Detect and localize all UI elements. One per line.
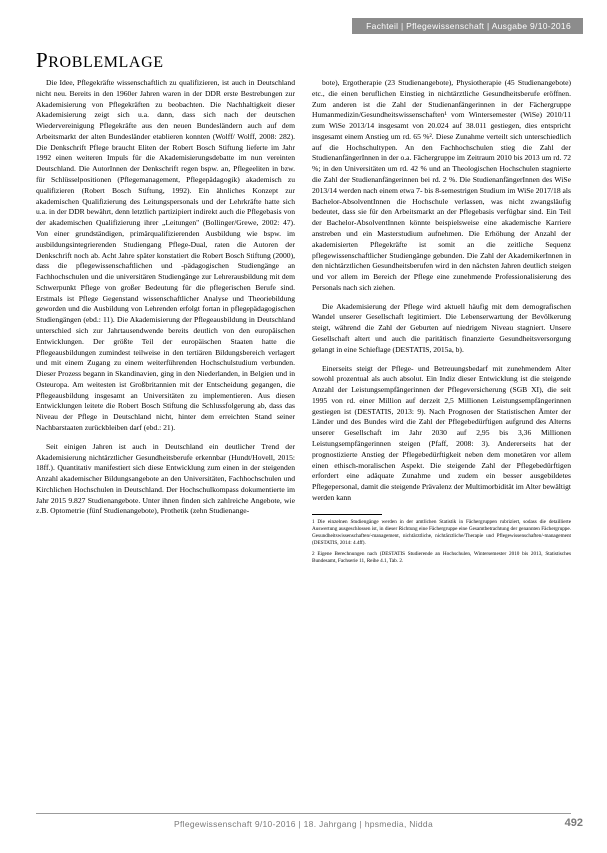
footer-citation: Pflegewissenschaft 9/10-2016 | 18. Jahrgang | hpsmedia, Nidda — [174, 819, 433, 829]
page-header — [0, 18, 607, 34]
page-footer — [0, 813, 607, 835]
paragraph: bote), Ergotherapie (23 Studienangebote), Physiotherapie (45 Studienangebote) etc., die einen beruflichen Einstieg in nichtärztliche Gesundheitsberufe eröffnen. Zum anderen ist die Zahl der Studienanfängerinnen in der Fächergruppe Humanmedizin/Gesundheitswissenschaften¹ vom Wintersemester (WiSe) 2010/11 zum WiSe 2013/14 insgesamt von 20.024 auf 38.011 gestiegen, dies entspricht insgesamt einem Anstieg um rd. 65 %². Diese Zunahme verteilt sich unterschiedlich auf die Hochschultypen. An den Fachhochschulen stieg die Zahl der StudienanfängerInnen in der o.a. Fächergruppe im Zeitraum 2010 bis 2013 um rd. 72 %; in den Universitäten um rd. 42 % und an Theologischen Hochschulen stagnierte die Zahl der Studienanfängerinnen bei rd. 2 %. Die StudienanfängerInnen des WiSe 2013/14 werden nach einem etwa 7- bis 8-semestrigen Studium im WiSe 2017/18 als Bachelor-AbsolventInnen die Hochschule verlassen, was nicht zwangsläufig bedeutet, dass sie für den Arbeitsmarkt an der Pflegebasis verfügbar sind. Ein Teil der Bachelor-AbsolventInnen könnte beispielsweise eine akademische Karriere anstreben und ein Masterstudium aufnehmen. Die Erhöhung der Anzahl der akademisierten Pflegekräfte ist somit an die zeitliche Sequenz pflegewissenschaftlicher Studiengänge gebunden. Die Zahl der AkademikerInnen in den nichtärztlichen Gesundheitsberufen wird in den nächsten Jahren deutlich steigen und vor allem im Bereich der Pflege eine zunehmende Professionalisierung des Personals nach sich ziehen. — [312, 78, 571, 292]
footnotes — [312, 514, 571, 565]
paragraph: Einerseits steigt der Pflege- und Betreuungsbedarf mit zunehmendem Alter sowohl prozentual als auch absolut. Ein Indiz dieser Entwicklung ist die steigende Anzahl der Leistungsempfängerinnen der Pflegeversicherung (SGB XI), die seit 1995 von rd. einer Million auf derzeit 2,5 Millionen Leistungsempfängerinnen gestiegen ist (DESTATIS, 2013: 9). Nach Prognosen der Statistischen Ämter der Länder und des Bundes wird die Zahl der Pflegebedürftigen aufgrund des Alterns unserer Gesellschaft im Jahr 2030 auf 2,95 bis 3,36 Millionen Leistungsempfängerinnen steigen (Pfaff, 2008: 3). Andererseits hat der prognostizierte Anstieg der Pflegebedürftigkeit neben dem monetären vor allem einen ethisch-moralischen Aspekt. Die steigende Zahl der Pflegebedürftigen erfordert eine adäquate Zunahme und zudem ein besser ausgebildetes Pflegepersonal, damit die steigende Prävalenz der Multimorbidität im Alter bewältigt werden kann — [312, 363, 571, 502]
footnote-rule — [312, 514, 382, 515]
paragraph: Seit einigen Jahren ist auch in Deutschland ein deutlicher Trend der Akademisierung nichtärztlicher Gesundheitsberufe erkennbar (Hundt/Hovell, 2015: 18ff.). Quantitativ manifestiert sich diese Entwicklung zum einen in der steigenden Anzahl akademischer Bildungsangebote an den Universitäten, Fachhochschulen und Kirchlichen Hochschulen in Deutschland. Der Hochschulkompass dokumentierte im Jahr 2015 9.827 Studienangebote. Unter ihnen finden sich zahlreiche Angebote, wie z.B. Optometrie (fünf Studienangebote), Prothetik (zehn Studienange- — [36, 441, 295, 516]
column-right — [312, 78, 571, 778]
footer-divider — [36, 813, 571, 814]
page-number: 492 — [564, 817, 583, 829]
page-title-rest: ROBLEMLAGE — [48, 54, 164, 71]
paragraph: Die Akademisierung der Pflege wird aktuell häufig mit dem demografischen Wandel unserer Gesellschaft legitimiert. Die Lebenserwartung der Bevölkerung steigt, während die Zahl der Geburten auf niedrigem Niveau stagniert. Unsere Gesellschaft altert und auch die paritätisch finanzierte Gesundheitsversorgung gelangt in eine Schieflage (DESTATIS, 2015a, b). — [312, 301, 571, 354]
footnote-item: 1 Die einzelnen Studiengänge werden in der amtlichen Statistik in Fächergruppen rubriziert, sodass die detaillierte Auswertung ausgeschlossen ist, in dieser Richtung eine Fächergruppe eine Gesamtbetrachtung der genannten Fächergruppe. Gesundheitswissenschaften/-management, nichtärztliche, nichtärztliche/Therapie und Pflegewissenschaften/-management (DESTATIS, 2014: 4.4ff). — [312, 518, 571, 546]
page-title — [36, 48, 164, 73]
page-title-initial: P — [36, 48, 49, 72]
article-body — [36, 78, 571, 778]
header-section-tab: Fachteil | Pflegewissenschaft | Ausgabe 9/10-2016 — [352, 18, 583, 34]
paragraph: Die Idee, Pflegekräfte wissenschaftlich zu qualifizieren, ist auch in Deutschland nicht neu. Bereits in den 1960er Jahren waren in der DDR erste Bestrebungen zur Akademisierung von Pflegekräften zu beobachten. Die Nachhaltigkeit dieser Akademisierung zeigt sich u.a. dann, dass sich nach der deutschen Wiedervereinigung Pflegekräfte aus den neuen Bundesländern auch auf dem Arbeitsmarkt der alten Bundesländer etablieren konnten (Wolff/ Wolff, 2008: 282). Die Denkschrift Pflege braucht Eliten der Robert Bosch Stiftung lieferte im Jahr 1992 einen weiteren Impuls für die Akademisierungsdebatte im nun vereinten Deutschland. Die AutorInnen der Denkschrift regen bspw. an, Pflegeeliten in bzw. für Schlüsselpositionen (Pflegemanagement, Pflegepädagogik) akademisch zu qualifizieren (Robert Bosch Stiftung, 1992). Ein ähnliches Konzept zur akademischen Qualifizierung des Leitungspersonals und der Lehrkräfte hatte sich u.a. in der DDR bewährt, denn letztlich partizipiert indirekt auch die Pflegebasis von der akademischen Qualifizierung ihrer „Leitungen" (Bollinger/Grewe, 2002: 47). Von einer grundständigen, primärqualifizierenden Ausbildung wie bspw. im ausbildungsintegrierenden Studiengang Pflege-Dual, raten die Autoren der Denkschrift noch ab. Acht Jahre später konstatiert die Robert Bosch Stiftung (2000), dass die pflegewissenschaftlichen und -pädagogischen Studiengänge an Fachhochschulen und die universitären Studiengänge zur Lehrerausbildung mit dem Schwerpunkt Pflege von großer Bedeutung für die pflegerischen Berufe sind. Erstmals ist Pflege Gegenstand wissenschaftlicher Analyse und Theoriebildung geworden und die Ausbildung von Lehrenden erfolgt fortan in pflegepädagogischen Studiengängen (ebd.: 11). Die Akademisierung der Pflegeausbildung in Deutschland unterschied sich zur Jahrtausendwende bereits deutlich von den europäischen Entwicklungen. Der größte Teil der europäischen Staaten hatte die Pflegeausbildungen zumindest teilweise in den tertiären Bildungsbereich verlagert und mit einem Zugang zu einem weiterführenden Hochschulstudium verbunden. Dieser Prozess begann in Skandinavien, ging in den Niederlanden, in Belgien und in Osteuropa. Am weitesten ist Großbritannien mit der Entscheidung gegangen, die Pflegeausbildung insgesamt an Universitäten zu implementieren. Aus diesen Entwicklungen leitete die Robert Bosch Stiftung die Schlussfolgerung ab, dass das Niveau der Pflege in Deutschland nicht, hinter dem erreichten Stand seiner Nachbarstaaten zurückbleiben darf (ebd.: 21). — [36, 78, 295, 432]
footnote-item: 2 Eigene Berechnungen nach (DESTATIS Studierende an Hochschulen, Wintersemester 2010 bis 2013, Statistisches Bundesamt, Fachserie 11, Reihe 4.1, Tab. 2. — [312, 550, 571, 564]
column-left — [36, 78, 295, 778]
